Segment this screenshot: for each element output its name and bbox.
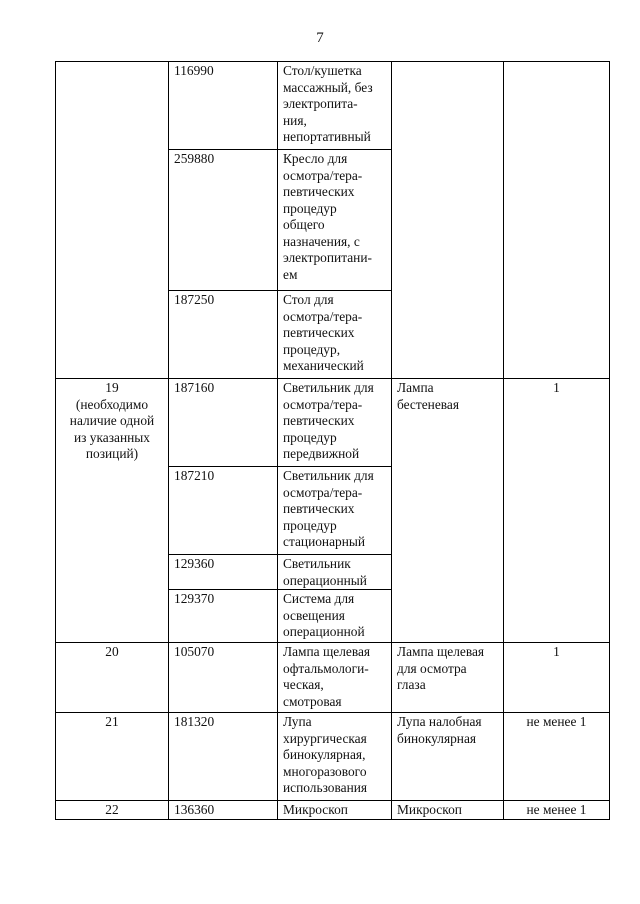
quantity-cell: 1 [504, 379, 610, 643]
page-number: 7 [316, 30, 324, 46]
name-cell: Лампа щелевая офтальмологи- ческая, смотровая [278, 643, 392, 713]
table-row [56, 62, 610, 150]
item-number-cell: 20 [56, 643, 169, 713]
equipment-cell: Микроскоп [392, 801, 504, 820]
name-cell: Микроскоп [278, 801, 392, 820]
name-cell: Лупа хирургическая бинокулярная, многоразового использования [278, 713, 392, 801]
item-number-cell: 21 [56, 713, 169, 801]
name-cell: Светильник для осмотра/тера- певтических процедур стационарный [278, 467, 392, 555]
code-cell: 187250 [169, 291, 278, 379]
name-cell: Стол для осмотра/тера- певтических процедур, механический [278, 291, 392, 379]
code-cell: 116990 [169, 62, 278, 150]
code-cell: 136360 [169, 801, 278, 820]
code-cell: 187160 [169, 379, 278, 467]
code-cell: 259880 [169, 150, 278, 291]
item-number-cell: 19 (необходимо наличие одной из указанных позиций) [56, 379, 169, 643]
code-cell: 181320 [169, 713, 278, 801]
table-row [56, 379, 610, 467]
equipment-cell: Лампа щелевая для осмотра глаза [392, 643, 504, 713]
name-cell: Система для освещения операционной [278, 590, 392, 643]
item-number-cell: 22 [56, 801, 169, 820]
table-row [56, 713, 610, 801]
quantity-cell: 1 [504, 643, 610, 713]
quantity-cell [504, 62, 610, 379]
code-cell: 129360 [169, 555, 278, 590]
quantity-cell: не менее 1 [504, 801, 610, 820]
table-row [56, 643, 610, 713]
code-cell: 187210 [169, 467, 278, 555]
name-cell: Светильник для осмотра/тера- певтических процедур передвижной [278, 379, 392, 467]
name-cell: Светильник операционный [278, 555, 392, 590]
item-number-cell [56, 62, 169, 379]
code-cell: 129370 [169, 590, 278, 643]
equipment-table [55, 61, 610, 820]
equipment-cell [392, 62, 504, 379]
quantity-cell: не менее 1 [504, 713, 610, 801]
name-cell: Стол/кушетка массажный, без электропита- ния, непортативный [278, 62, 392, 150]
code-cell: 105070 [169, 643, 278, 713]
table-row [56, 801, 610, 820]
name-cell: Кресло для осмотра/тера- певтических процедур общего назначения, с электропитани- ем [278, 150, 392, 291]
equipment-cell: Лупа налобная бинокулярная [392, 713, 504, 801]
equipment-cell: Лампа бестеневая [392, 379, 504, 643]
